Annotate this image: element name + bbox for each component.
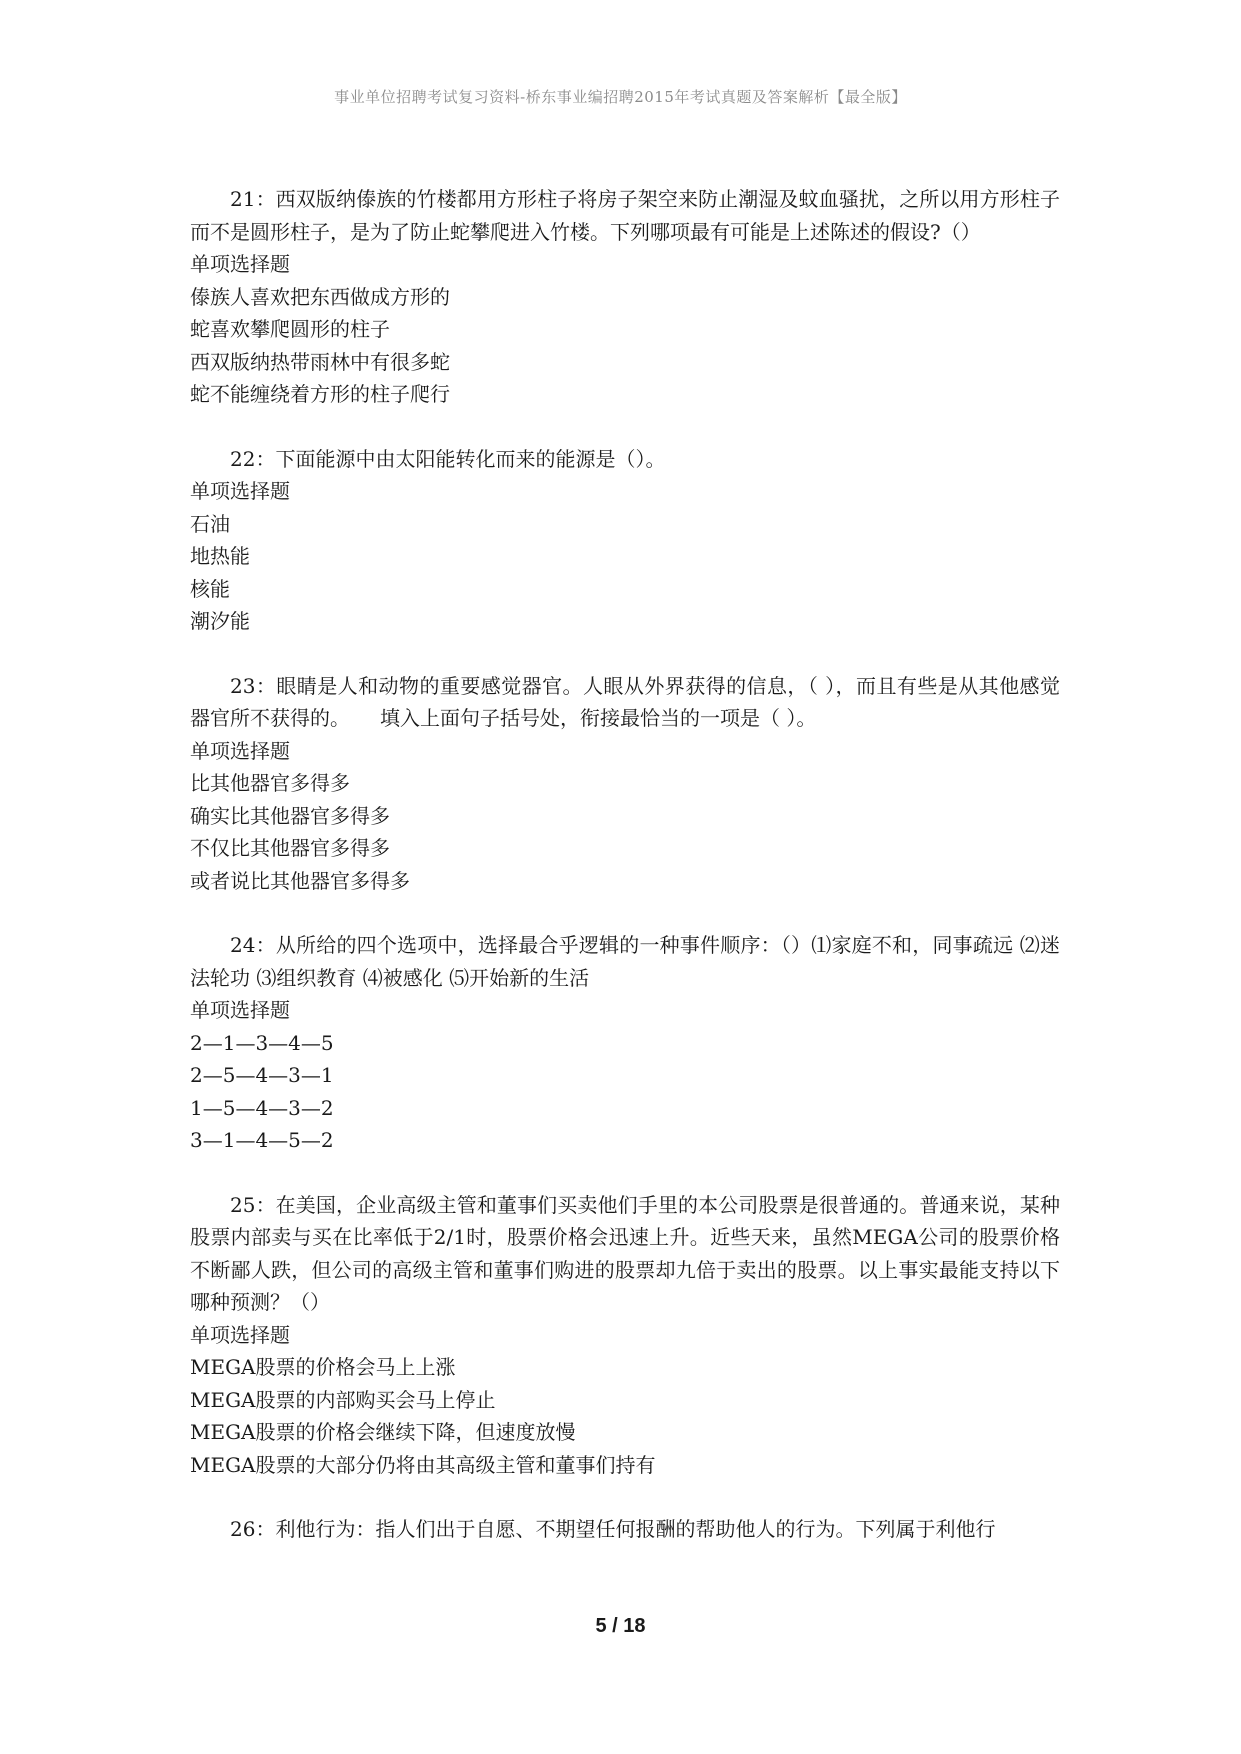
page-header: 事业单位招聘考试复习资料-桥东事业编招聘2015年考试真题及答案解析【最全版】: [334, 88, 907, 106]
answer-option: MEGA股票的价格会马上上涨: [190, 1355, 456, 1379]
question-21: [190, 183, 1060, 411]
question-text: 24：从所给的四个选项中，选择最合乎逻辑的一种事件顺序：（）⑴家庭不和，同事疏远 ⑵迷法轮功 ⑶组织教育 ⑷被感化 ⑸开始新的生活: [190, 933, 1060, 990]
answer-option: MEGA股票的内部购买会马上停止: [190, 1387, 496, 1412]
answer-option: 比其他器官多得多: [190, 771, 350, 795]
question-type: 单项选择题: [190, 998, 290, 1022]
question-type: 单项选择题: [190, 1322, 290, 1347]
question-text: 26：利他行为：指人们出于自愿、不期望任何报酬的帮助他人的行为。下列属于利他行: [230, 1517, 996, 1541]
answer-option: 蛇喜欢攀爬圆形的柱子: [190, 317, 390, 341]
answer-option: MEGA股票的价格会继续下降，但速度放慢: [190, 1420, 576, 1444]
answer-option: MEGA股票的大部分仍将由其高级主管和董事们持有: [190, 1452, 656, 1477]
answer-option: 石油: [190, 511, 230, 536]
question-text: 22：下面能源中由太阳能转化而来的能源是（）。: [230, 446, 666, 471]
question-24: [190, 929, 1060, 1157]
answer-option: 傣族人喜欢把东西做成方形的: [190, 284, 450, 309]
page-number: 5 / 18: [595, 1615, 646, 1637]
answer-option: 3—1—4—5—2: [190, 1128, 334, 1152]
question-text: 25：在美国，企业高级主管和董事们买卖他们手里的本公司股票是很普通的。普通来说，某种股票内部卖与买在比率低于2/1时，股票价格会迅速上升。近些天来，虽然MEGA公司的股票价格不断鄙人跌，但公司的高级主管和董事们购进的股票却九倍于卖出的股票。以上事实最能支持以下哪种预测？（）: [190, 1192, 1060, 1314]
question-text: 21：西双版纳傣族的竹楼都用方形柱子将房子架空来防止潮湿及蚊血骚扰，之所以用方形柱子而不是圆形柱子，是为了防止蛇攀爬进入竹楼。下列哪项最有可能是上述陈述的假设?（）: [190, 187, 1060, 244]
question-26: [190, 1513, 1060, 1546]
answer-option: 西双版纳热带雨林中有很多蛇: [190, 349, 450, 374]
question-22: [190, 443, 1060, 638]
question-25: [190, 1189, 1060, 1482]
question-23: [190, 670, 1060, 898]
answer-option: 不仅比其他器官多得多: [190, 836, 390, 860]
question-type: 单项选择题: [190, 479, 290, 503]
answer-option: 确实比其他器官多得多: [190, 803, 390, 828]
answer-option: 潮汐能: [190, 609, 250, 633]
answer-option: 蛇不能缠绕着方形的柱子爬行: [190, 382, 450, 406]
answer-option: 2—5—4—3—1: [190, 1063, 334, 1087]
question-text: 23：眼睛是人和动物的重要感觉器官。人眼从外界获得的信息，（ ），而且有些是从其他感觉器官所不获得的。 填入上面句子括号处，衔接最恰当的一项是（ ）。: [190, 673, 1060, 730]
answer-option: 地热能: [190, 544, 250, 568]
question-type: 单项选择题: [190, 738, 290, 763]
question-type: 单项选择题: [190, 252, 290, 276]
answer-option: 或者说比其他器官多得多: [190, 868, 410, 893]
answer-option: 1—5—4—3—2: [190, 1095, 334, 1120]
page-content: [190, 183, 1060, 1578]
answer-option: 核能: [190, 576, 230, 601]
answer-option: 2—1—3—4—5: [190, 1030, 334, 1055]
